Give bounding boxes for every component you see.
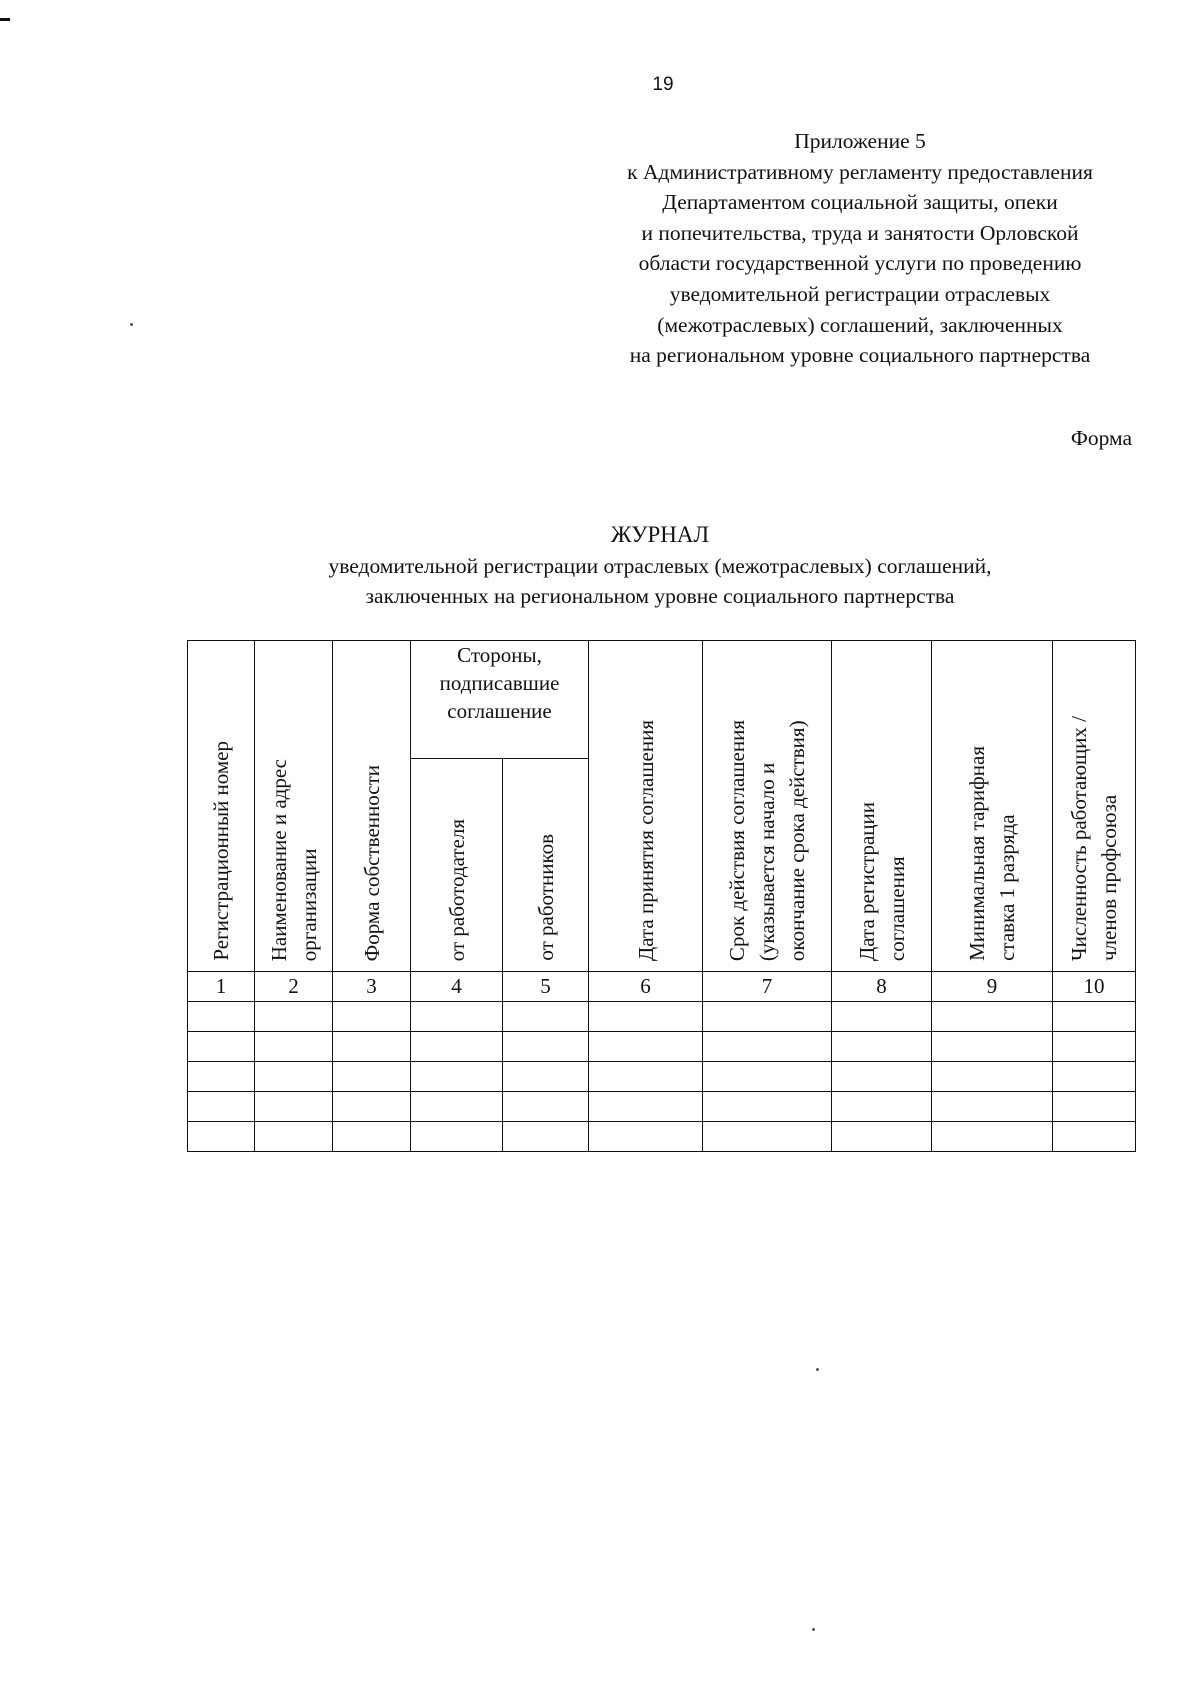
column-number: 5 [503, 972, 589, 1002]
table-row [188, 1092, 1136, 1122]
journal-subtitle-line: уведомительной регистрации отраслевых (межотраслевых) соглашений, [328, 554, 992, 578]
header-label: от работодателя [444, 818, 469, 961]
table-cell [1053, 1002, 1136, 1032]
table-cell [703, 1002, 832, 1032]
column-number: 2 [255, 972, 333, 1002]
appendix-line: области государственной услуги по проведению [638, 251, 1082, 276]
table-cell [589, 1062, 703, 1092]
table-cell [188, 1122, 255, 1152]
appendix-line: и попечительства, труда и занятости Орловской [641, 220, 1079, 245]
table-cell [333, 1062, 411, 1092]
header-minimum-rate [932, 641, 1053, 972]
table-cell [255, 1032, 333, 1062]
header-from-employees [503, 759, 589, 972]
appendix-line: уведомительной регистрации отраслевых [669, 281, 1051, 306]
table-cell [589, 1122, 703, 1152]
table-cell [589, 1032, 703, 1062]
table-cell [1053, 1092, 1136, 1122]
header-label: Регистрационный номер [209, 741, 233, 961]
table-cell [832, 1002, 932, 1032]
table-cell [255, 1062, 333, 1092]
page-number: 19 [652, 74, 674, 95]
header-label: Срок действия соглашения (указывается начало и окончание срока действия) [725, 719, 809, 961]
table-cell [333, 1092, 411, 1122]
journal-subtitle-line: заключенных на региональном уровне социального партнерства [365, 584, 955, 608]
header-registration-date [832, 641, 932, 972]
header-label: Наименование и адрес организации [266, 758, 321, 961]
header-label: Численность работающих / членов профсоюза [1067, 716, 1121, 961]
table-cell [832, 1092, 932, 1122]
header-row [188, 641, 1136, 759]
table-cell [411, 1062, 503, 1092]
table-cell [188, 1002, 255, 1032]
table-cell [188, 1092, 255, 1122]
header-label: Дата регистрации соглашения [854, 801, 909, 961]
header-registration-number [188, 641, 255, 972]
table-cell [932, 1092, 1053, 1122]
table-row [188, 1062, 1136, 1092]
table-cell [503, 1062, 589, 1092]
table-cell [188, 1062, 255, 1092]
empty-rows [188, 1002, 1136, 1152]
column-number: 6 [589, 972, 703, 1002]
table-cell [411, 1002, 503, 1032]
table-cell [411, 1122, 503, 1152]
table-cell [703, 1092, 832, 1122]
appendix-line: Департаментом социальной защиты, опеки [662, 190, 1058, 215]
header-label: Стороны, подписавшие соглашение [439, 643, 560, 723]
table-cell [1053, 1032, 1136, 1062]
table-row [188, 1002, 1136, 1032]
scan-speck [812, 1628, 815, 1631]
header-validity-period [703, 641, 832, 972]
table-cell [255, 1122, 333, 1152]
table-cell [1053, 1062, 1136, 1092]
table-cell [333, 1002, 411, 1032]
table-cell [503, 1092, 589, 1122]
appendix-line: Приложение 5 [794, 129, 926, 153]
table-cell [932, 1002, 1053, 1032]
table-cell [703, 1062, 832, 1092]
header-adoption-date [589, 641, 703, 972]
table-cell [188, 1032, 255, 1062]
table-cell [832, 1122, 932, 1152]
header-from-employer [411, 759, 503, 972]
table-cell [703, 1122, 832, 1152]
table-cell [503, 1002, 589, 1032]
column-number-row [188, 972, 1136, 1002]
journal-subtitle [160, 551, 1160, 611]
table-cell [255, 1002, 333, 1032]
table-cell [333, 1122, 411, 1152]
header-label: от работников [533, 834, 558, 961]
column-number: 10 [1053, 972, 1136, 1002]
table-cell [503, 1122, 589, 1152]
journal-title: ЖУРНАЛ [610, 522, 710, 547]
header-organization-name-address [255, 641, 333, 972]
column-number: 1 [188, 972, 255, 1002]
header-label: Дата принятия соглашения [633, 719, 658, 961]
column-number: 3 [333, 972, 411, 1002]
header-ownership-form [333, 641, 411, 972]
table-cell [503, 1032, 589, 1062]
column-number: 4 [411, 972, 503, 1002]
journal-table [187, 640, 1136, 1152]
table-cell [932, 1032, 1053, 1062]
table-cell [589, 1002, 703, 1032]
table-cell [832, 1032, 932, 1062]
table-cell [932, 1062, 1053, 1092]
table-row [188, 1122, 1136, 1152]
appendix-line: к Административному регламенту предоставления [627, 159, 1093, 184]
table-cell [589, 1092, 703, 1122]
table-cell [333, 1032, 411, 1062]
appendix-block [560, 126, 1160, 371]
form-label: Форма [1070, 426, 1132, 450]
appendix-line: на региональном уровне социального партнерства [629, 343, 1091, 368]
table-cell [411, 1092, 503, 1122]
header-headcount [1053, 641, 1136, 972]
table-row [188, 1032, 1136, 1062]
table-cell [932, 1122, 1053, 1152]
table-cell [255, 1092, 333, 1122]
table-cell [411, 1032, 503, 1062]
table-cell [832, 1062, 932, 1092]
column-number: 9 [932, 972, 1053, 1002]
scan-edge-mark [0, 18, 10, 21]
scan-speck [130, 323, 133, 326]
table-cell [1053, 1122, 1136, 1152]
column-number: 7 [703, 972, 832, 1002]
header-label: Форма собственности [359, 764, 384, 961]
header-label: Минимальная тарифная ставка 1 разряда [965, 746, 1019, 961]
header-signing-parties [411, 641, 589, 759]
appendix-line: (межотраслевых) соглашений, заключенных [657, 312, 1063, 337]
scan-speck [816, 1368, 819, 1371]
table-cell [703, 1032, 832, 1062]
column-number: 8 [832, 972, 932, 1002]
